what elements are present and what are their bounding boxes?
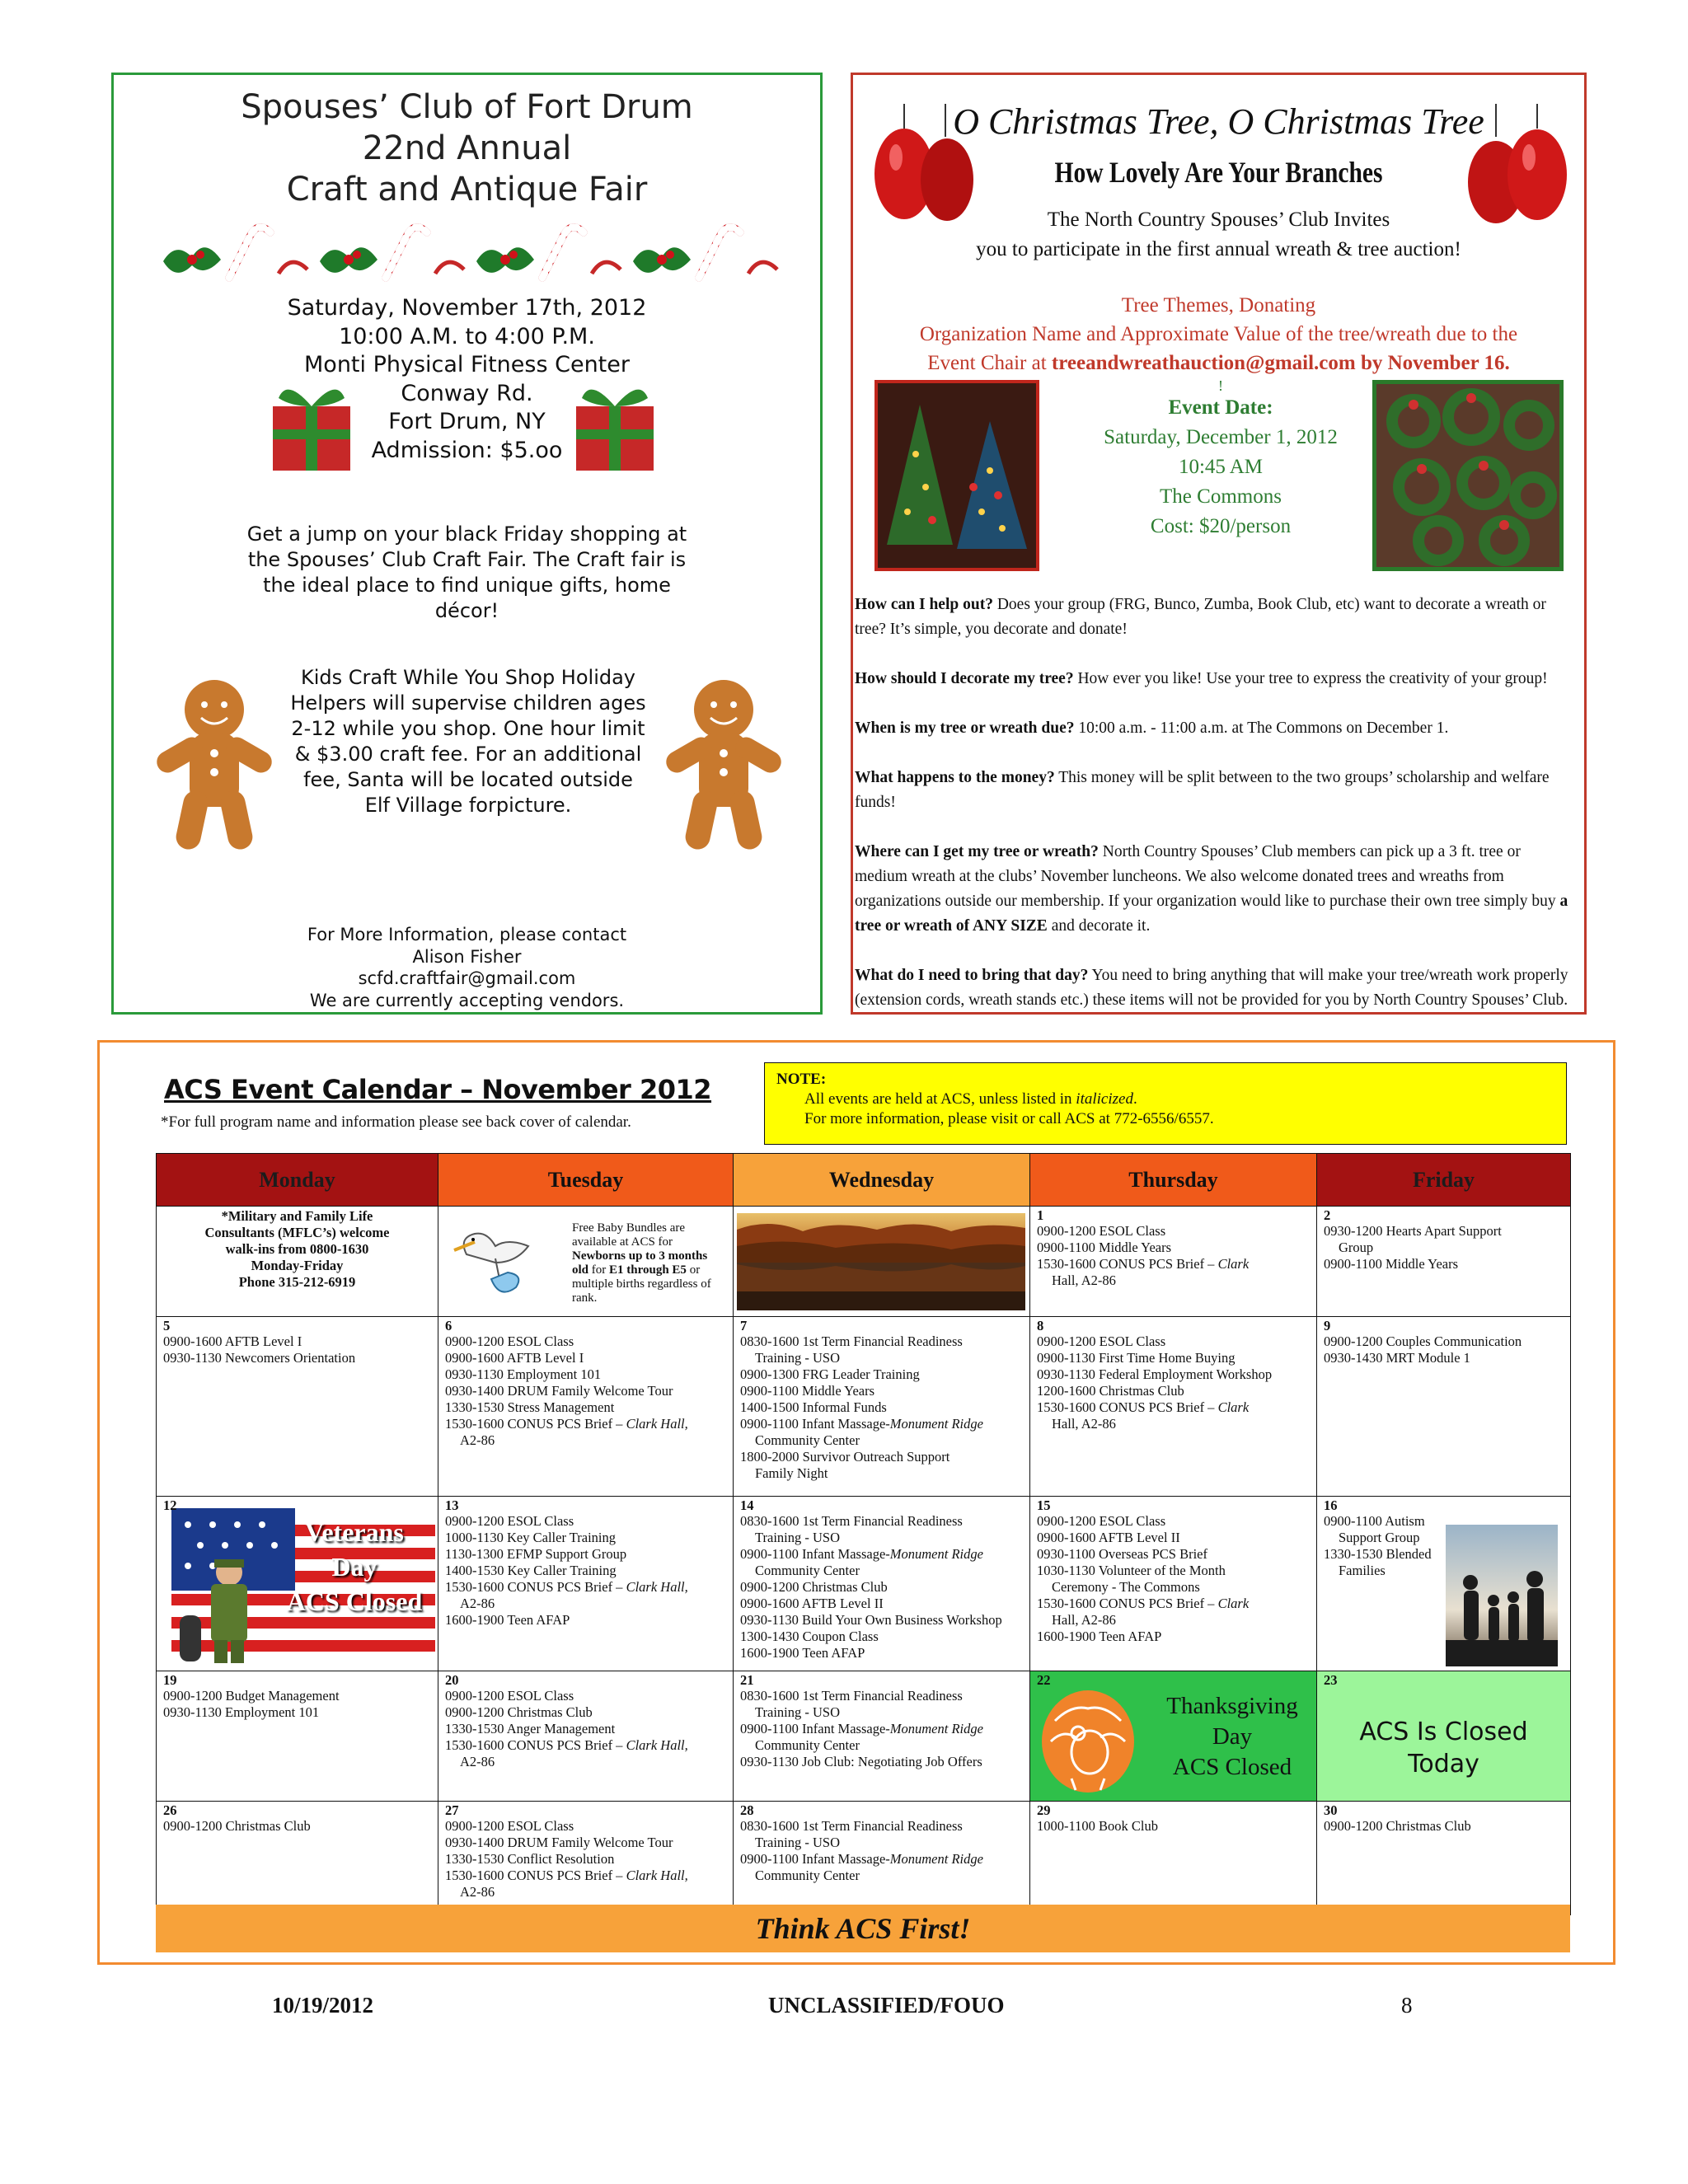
gingerbread-man-icon	[148, 675, 280, 856]
faq-item: When is my tree or wreath due? 10:00 a.m. - 11:00 a.m. at The Commons on December 1.	[855, 719, 1449, 737]
mflc-info-cell: *Military and Family Life Consultants (MFLC’s) welcome walk-ins from 0800-1630 Monday-Friday Phone 315-212-6919	[157, 1207, 438, 1317]
calendar-event: 1530-1600 CONUS PCS Brief – Clark Hall,	[445, 1737, 688, 1753]
day-cell-29: 29 1000-1100 Book Club	[1030, 1802, 1317, 1915]
holly-candy-cane-garland	[155, 212, 781, 294]
christmas-trees-photo	[874, 380, 1039, 571]
calendar-event: 0900-1200 ESOL Class	[1037, 1513, 1166, 1529]
day-cell-21: 21 0830-1600 1st Term Financial Readiness Training - USO 0900-1100 Infant Massage-Monument Ridge Community Center 0930-1130 Job Club: Negotiating Job Offers	[734, 1671, 1030, 1802]
calendar-event: Hall, A2-86	[1052, 1416, 1116, 1432]
calendar-event: 0900-1100 Infant Massage-Monument Ridge	[740, 1851, 983, 1867]
day-cell-2: 2 0930-1200 Hearts Apart Support Group 0900-1100 Middle Years	[1317, 1207, 1571, 1317]
calendar-event: Community Center	[755, 1868, 860, 1883]
auction-email[interactable]: treeandwreathauction@gmail.com by November 16.	[1051, 352, 1510, 374]
calendar-event: 0900-1200 ESOL Class	[445, 1333, 574, 1349]
calendar-subtitle: *For full program name and information please see back cover of calendar.	[161, 1113, 631, 1131]
calendar-event: 0930-1400 DRUM Family Welcome Tour	[445, 1835, 673, 1850]
calendar-note: NOTE: All events are held at ACS, unless listed in italicized. For more information, please visit or call ACS at 772-6556/6557.	[764, 1062, 1567, 1145]
calendar-event: 0930-1130 Employment 101	[163, 1704, 320, 1720]
day-cell-23: 23 ACS Is Closed Today	[1317, 1671, 1571, 1802]
calendar-event: Group	[1339, 1240, 1374, 1255]
calendar-event: 0900-1200 ESOL Class	[1037, 1223, 1166, 1239]
tree-auction-invite: The North Country Spouses’ Club Invites you to participate in the first annual wreath & tree auction!	[976, 209, 1461, 260]
footer-page-number: 8	[1401, 1993, 1413, 2018]
calendar-week-row	[157, 1497, 1571, 1671]
calendar-event: 0900-1100 Infant Massage-Monument Ridge	[740, 1721, 983, 1736]
calendar-event: 1530-1600 CONUS PCS Brief – Clark	[1037, 1399, 1250, 1415]
faq-section	[855, 593, 1576, 1038]
calendar-title: ACS Event Calendar – November 2012	[164, 1074, 712, 1105]
calendar-event: 0900-1100 Infant Massage-Monument Ridge	[740, 1416, 983, 1432]
calendar-event: 0900-1600 AFTB Level I	[445, 1350, 584, 1366]
calendar-event: 1530-1600 CONUS PCS Brief – Clark	[1037, 1256, 1250, 1272]
day-cell-26: 26 0900-1200 Christmas Club	[157, 1802, 438, 1915]
calendar-event: 1000-1130 Key Caller Training	[445, 1530, 616, 1545]
craft-fair-details: Saturday, November 17th, 2012 10:00 A.M. to 4:00 P.M. Monti Physical Fitness Center Conway Rd. Fort Drum, NY Admission: $5.oo	[287, 295, 647, 463]
calendar-week-row	[157, 1671, 1571, 1802]
calendar-event: 0900-1200 Christmas Club	[740, 1579, 888, 1595]
calendar-week-row	[157, 1317, 1571, 1497]
calendar-event: 0900-1100 Infant Massage-Monument Ridge	[740, 1546, 983, 1562]
day-cell-9: 9 0900-1200 Couples Communication 0930-1430 MRT Module 1	[1317, 1317, 1571, 1497]
calendar-event: Community Center	[755, 1432, 860, 1448]
day-header-monday: Monday	[157, 1154, 438, 1207]
calendar-event: 1330-1530 Blended	[1324, 1546, 1432, 1562]
calendar-event: 0900-1100 Middle Years	[740, 1383, 875, 1399]
calendar-event: A2-86	[460, 1884, 495, 1900]
calendar-event: 1300-1430 Coupon Class	[740, 1629, 879, 1644]
calendar-event: 0830-1600 1st Term Financial Readiness	[740, 1818, 963, 1834]
gingerbread-man-icon	[658, 675, 790, 856]
calendar-event: Ceremony - The Commons	[1052, 1579, 1200, 1595]
calendar-event: Family Night	[755, 1465, 828, 1481]
craft-fair-contact: For More Information, please contact Alison Fisher scfd.craftfair@gmail.com We are currently accepting vendors.	[114, 924, 820, 1011]
craft-fair-title: Spouses’ Club of Fort Drum 22nd Annual Craft and Antique Fair	[241, 88, 693, 209]
day-cell-15: 15 0900-1200 ESOL Class 0900-1600 AFTB Level II 0930-1100 Overseas PCS Brief 1030-1130 Volunteer of the Month Ceremony - The Commons 1530-1600 CONUS PCS Brief – Clark Hall, A2-86 1600-1900 Teen AFAP	[1030, 1497, 1317, 1671]
day-cell-7: 7 0830-1600 1st Term Financial Readiness Training - USO 0900-1300 FRG Leader Training 0900-1100 Middle Years 1400-1500 Informal Funds 0900-1100 Infant Massage-Monument Ridge Community Center 1800-2000 Survivor Outreach Support Family Night	[734, 1317, 1030, 1497]
calendar-event: 0830-1600 1st Term Financial Readiness	[740, 1688, 963, 1704]
calendar-event: 0930-1430 MRT Module 1	[1324, 1350, 1470, 1366]
calendar-event: 0830-1600 1st Term Financial Readiness	[740, 1333, 963, 1349]
day-cell-6: 6 0900-1200 ESOL Class 0900-1600 AFTB Level I 0930-1130 Employment 101 0930-1400 DRUM Family Welcome Tour 1330-1530 Stress Management 1530-1600 CONUS PCS Brief – Clark Hall, A2-86	[438, 1317, 734, 1497]
calendar-event: 0900-1200 Couples Communication	[1324, 1333, 1522, 1349]
day-cell-1: 1 0900-1200 ESOL Class 0900-1100 Middle Years 1530-1600 CONUS PCS Brief – Clark Hall, A2-86	[1030, 1207, 1317, 1317]
autumn-lake-photo	[737, 1213, 1025, 1310]
calendar-week-row	[157, 1802, 1571, 1915]
calendar-event: 1600-1900 Teen AFAP	[1037, 1629, 1162, 1644]
faq-item: What do I need to bring that day? You need to bring anything that will make your tree/wreath work properly (extension cords, wreath stands etc.) these items will not be provided for you by North Country Spouses’ Club.	[855, 967, 1568, 1009]
day-cell-16: 16 0900-1100 Autism Support Group 1330-1530 Blended Families	[1317, 1497, 1571, 1671]
calendar-event: 1400-1530 Key Caller Training	[445, 1563, 617, 1578]
calendar-event: 0930-1130 Newcomers Orientation	[163, 1350, 356, 1366]
day-cell-19: 19 0900-1200 Budget Management 0930-1130 Employment 101	[157, 1671, 438, 1802]
tree-auction-flyer	[851, 73, 1587, 1015]
stork-icon	[450, 1221, 565, 1304]
gift-box-icon	[570, 373, 660, 472]
day-header-friday: Friday	[1317, 1154, 1571, 1207]
calendar-event: Training - USO	[755, 1835, 840, 1850]
calendar-event: 0900-1600 AFTB Level I	[163, 1333, 302, 1349]
calendar-event: 0900-1200 Christmas Club	[163, 1818, 311, 1834]
wreaths-photo	[1372, 380, 1564, 571]
calendar-footer-slogan: Think ACS First!	[156, 1905, 1570, 1952]
calendar-event: Hall, A2-86	[1052, 1612, 1116, 1628]
calendar-event: A2-86	[460, 1432, 495, 1448]
acs-event-calendar	[97, 1040, 1615, 1965]
calendar-event: Families	[1339, 1563, 1386, 1578]
faq-item: How should I decorate my tree? How ever you like! Use your tree to express the creativity of your group!	[855, 670, 1548, 687]
veterans-day-closed-text: Veterans Day ACS Closed	[286, 1517, 423, 1616]
gift-box-icon	[266, 373, 357, 472]
faq-item: What happens to the money? This money will be split between to the two groups’ scholarship and welfare funds!	[855, 769, 1550, 811]
tree-auction-title: O Christmas Tree, O Christmas Tree	[953, 101, 1484, 142]
calendar-event: 1600-1900 Teen AFAP	[445, 1612, 570, 1628]
calendar-event: 1530-1600 CONUS PCS Brief – Clark	[1037, 1596, 1250, 1611]
craft-fair-promo: Get a jump on your black Friday shopping at the Spouses’ Club Craft Fair. The Craft fair is the ideal place to find unique gifts, home décor!	[246, 523, 687, 622]
calendar-event: 0900-1600 AFTB Level II	[740, 1596, 884, 1611]
day-cell-8: 8 0900-1200 ESOL Class 0900-1130 First Time Home Buying 0930-1130 Federal Employment Workshop 1200-1600 Christmas Club 1530-1600 CONUS PCS Brief – Clark Hall, A2-86	[1030, 1317, 1317, 1497]
day-header-wednesday: Wednesday	[734, 1154, 1030, 1207]
calendar-event: 0900-1200 Christmas Club	[1324, 1818, 1471, 1834]
calendar-event: 0930-1400 DRUM Family Welcome Tour	[445, 1383, 673, 1399]
calendar-event: 1600-1900 Teen AFAP	[740, 1645, 865, 1661]
calendar-event: 1800-2000 Survivor Outreach Support	[740, 1449, 950, 1465]
calendar-event: 1030-1130 Volunteer of the Month	[1037, 1563, 1226, 1578]
calendar-event: Community Center	[755, 1563, 860, 1578]
thanksgiving-closed-text: Thanksgiving Day ACS Closed	[1166, 1693, 1298, 1780]
day-cell-22: 22 Thanksgiving Day ACS Closed	[1030, 1671, 1317, 1802]
calendar-grid	[156, 1153, 1571, 1915]
calendar-event: 0930-1130 Build Your Own Business Workshop	[740, 1612, 1002, 1628]
calendar-event: 0900-1100 Autism	[1324, 1513, 1425, 1529]
calendar-event: 0900-1130 First Time Home Buying	[1037, 1350, 1236, 1366]
turkey-icon	[1039, 1688, 1137, 1795]
calendar-event: 0900-1200 ESOL Class	[445, 1513, 574, 1529]
calendar-event: Support Group	[1339, 1530, 1420, 1545]
calendar-event: 0900-1200 Budget Management	[163, 1688, 340, 1704]
footer-date: 10/19/2012	[272, 1993, 374, 2018]
calendar-event: 1330-1530 Conflict Resolution	[445, 1851, 615, 1867]
calendar-event: 0930-1200 Hearts Apart Support	[1324, 1223, 1502, 1239]
faq-item: Where can I get my tree or wreath? North Country Spouses’ Club members can pick up a 3 ft. tree or medium wreath at the clubs’ November luncheons. We also welcome donated trees and wreaths from organizations outside our membership. If your organization would like to purchase their own tree simply buy a tree or wreath of ANY SIZE and decorate it.	[855, 843, 1568, 935]
baby-bundles-text: Free Baby Bundles are available at ACS for Newborns up to 3 months old for E1 through E5 or multiple births regardless of rank.	[572, 1221, 711, 1305]
calendar-event: Community Center	[755, 1737, 860, 1753]
calendar-event: 0930-1100 Overseas PCS Brief	[1037, 1546, 1207, 1562]
calendar-event: 0900-1100 Middle Years	[1324, 1256, 1459, 1272]
calendar-event: 0830-1600 1st Term Financial Readiness	[740, 1513, 963, 1529]
calendar-event: Training - USO	[755, 1530, 840, 1545]
baby-bundles-cell	[438, 1207, 734, 1317]
calendar-header-row	[157, 1154, 1571, 1207]
calendar-event: 0930-1130 Job Club: Negotiating Job Offers	[740, 1754, 982, 1769]
family-silhouette-photo	[1446, 1525, 1558, 1666]
acs-closed-text: ACS Is Closed Today	[1359, 1718, 1528, 1779]
calendar-event: Training - USO	[755, 1350, 840, 1366]
autumn-lake-cell	[734, 1207, 1030, 1317]
day-header-tuesday: Tuesday	[438, 1154, 734, 1207]
calendar-event: 1400-1500 Informal Funds	[740, 1399, 887, 1415]
craft-fair-flyer	[111, 73, 823, 1015]
calendar-event: 0900-1200 Christmas Club	[445, 1704, 593, 1720]
event-details: ! Event Date: Saturday, December 1, 2012 10:45 AM The Commons Cost: $20/person	[1051, 378, 1390, 541]
calendar-event: 1530-1600 CONUS PCS Brief – Clark Hall,	[445, 1416, 688, 1432]
calendar-event: 1530-1600 CONUS PCS Brief – Clark Hall,	[445, 1579, 688, 1595]
calendar-week-row	[157, 1207, 1571, 1317]
day-cell-14: 14 0830-1600 1st Term Financial Readiness Training - USO 0900-1100 Infant Massage-Monument Ridge Community Center 0900-1200 Christmas Club 0900-1600 AFTB Level II 0930-1130 Build Your Own Business Workshop 1300-1430 Coupon Class 1600-1900 Teen AFAP	[734, 1497, 1030, 1671]
day-cell-5: 5 0900-1600 AFTB Level I 0930-1130 Newcomers Orientation	[157, 1317, 438, 1497]
calendar-event: 1330-1530 Anger Management	[445, 1721, 616, 1736]
kids-craft-info: Kids Craft While You Shop Holiday Helpers will supervise children ages 2-12 while you shop. One hour limit & $3.00 craft fee. For an additional fee, Santa will be located outside Elf Village forpicture.	[290, 666, 646, 817]
calendar-event: 0900-1200 ESOL Class	[445, 1688, 574, 1704]
calendar-event: 0900-1200 ESOL Class	[445, 1818, 574, 1834]
day-cell-30: 30 0900-1200 Christmas Club	[1317, 1802, 1571, 1915]
footer-classification: UNCLASSIFIED/FOUO	[768, 1993, 1005, 2018]
calendar-event: 0900-1200 ESOL Class	[1037, 1333, 1166, 1349]
event-date-label: Event Date:	[1168, 396, 1273, 419]
day-cell-27: 27 0900-1200 ESOL Class 0930-1400 DRUM Family Welcome Tour 1330-1530 Conflict Resolution 1530-1600 CONUS PCS Brief – Clark Hall, A2-86	[438, 1802, 734, 1915]
calendar-event: A2-86	[460, 1754, 495, 1769]
contact-email[interactable]: scfd.craftfair@gmail.com	[358, 968, 576, 988]
calendar-event: 0930-1130 Employment 101	[445, 1366, 602, 1382]
faq-item: How can I help out? Does your group (FRG, Bunco, Zumba, Book Club, etc) want to decorate a wreath or tree? It’s simple, you decorate and donate!	[855, 596, 1546, 638]
calendar-event: Hall, A2-86	[1052, 1272, 1116, 1288]
calendar-event: 1330-1530 Stress Management	[445, 1399, 615, 1415]
day-header-thursday: Thursday	[1030, 1154, 1317, 1207]
calendar-event: 1130-1300 EFMP Support Group	[445, 1546, 627, 1562]
calendar-event: 1200-1600 Christmas Club	[1037, 1383, 1184, 1399]
calendar-event: 1530-1600 CONUS PCS Brief – Clark Hall,	[445, 1868, 688, 1883]
calendar-event: 0900-1600 AFTB Level II	[1037, 1530, 1180, 1545]
tree-themes-info: Tree Themes, Donating Organization Name and Approximate Value of the tree/wreath due to the Event Chair at treeandwreathauction@gmail.com by November 16.	[919, 294, 1518, 374]
day-cell-28: 28 0830-1600 1st Term Financial Readiness Training - USO 0900-1100 Infant Massage-Monument Ridge Community Center	[734, 1802, 1030, 1915]
calendar-event: 0900-1300 FRG Leader Training	[740, 1366, 920, 1382]
calendar-event: 1000-1100 Book Club	[1037, 1818, 1158, 1834]
calendar-event: Training - USO	[755, 1704, 840, 1720]
day-cell-20: 20 0900-1200 ESOL Class 0900-1200 Christmas Club 1330-1530 Anger Management 1530-1600 CONUS PCS Brief – Clark Hall, A2-86	[438, 1671, 734, 1802]
day-cell-13: 13 0900-1200 ESOL Class 1000-1130 Key Caller Training 1130-1300 EFMP Support Group 1400-1530 Key Caller Training 1530-1600 CONUS PCS Brief – Clark Hall, A2-86 1600-1900 Teen AFAP	[438, 1497, 734, 1671]
calendar-event: 0930-1130 Federal Employment Workshop	[1037, 1366, 1273, 1382]
calendar-event: A2-86	[460, 1596, 495, 1611]
calendar-event: 0900-1100 Middle Years	[1037, 1240, 1172, 1255]
tree-auction-subtitle: How Lovely Are Your Branches	[1054, 156, 1383, 189]
day-cell-12: 12 Veterans Day ACS Closed	[157, 1497, 438, 1671]
